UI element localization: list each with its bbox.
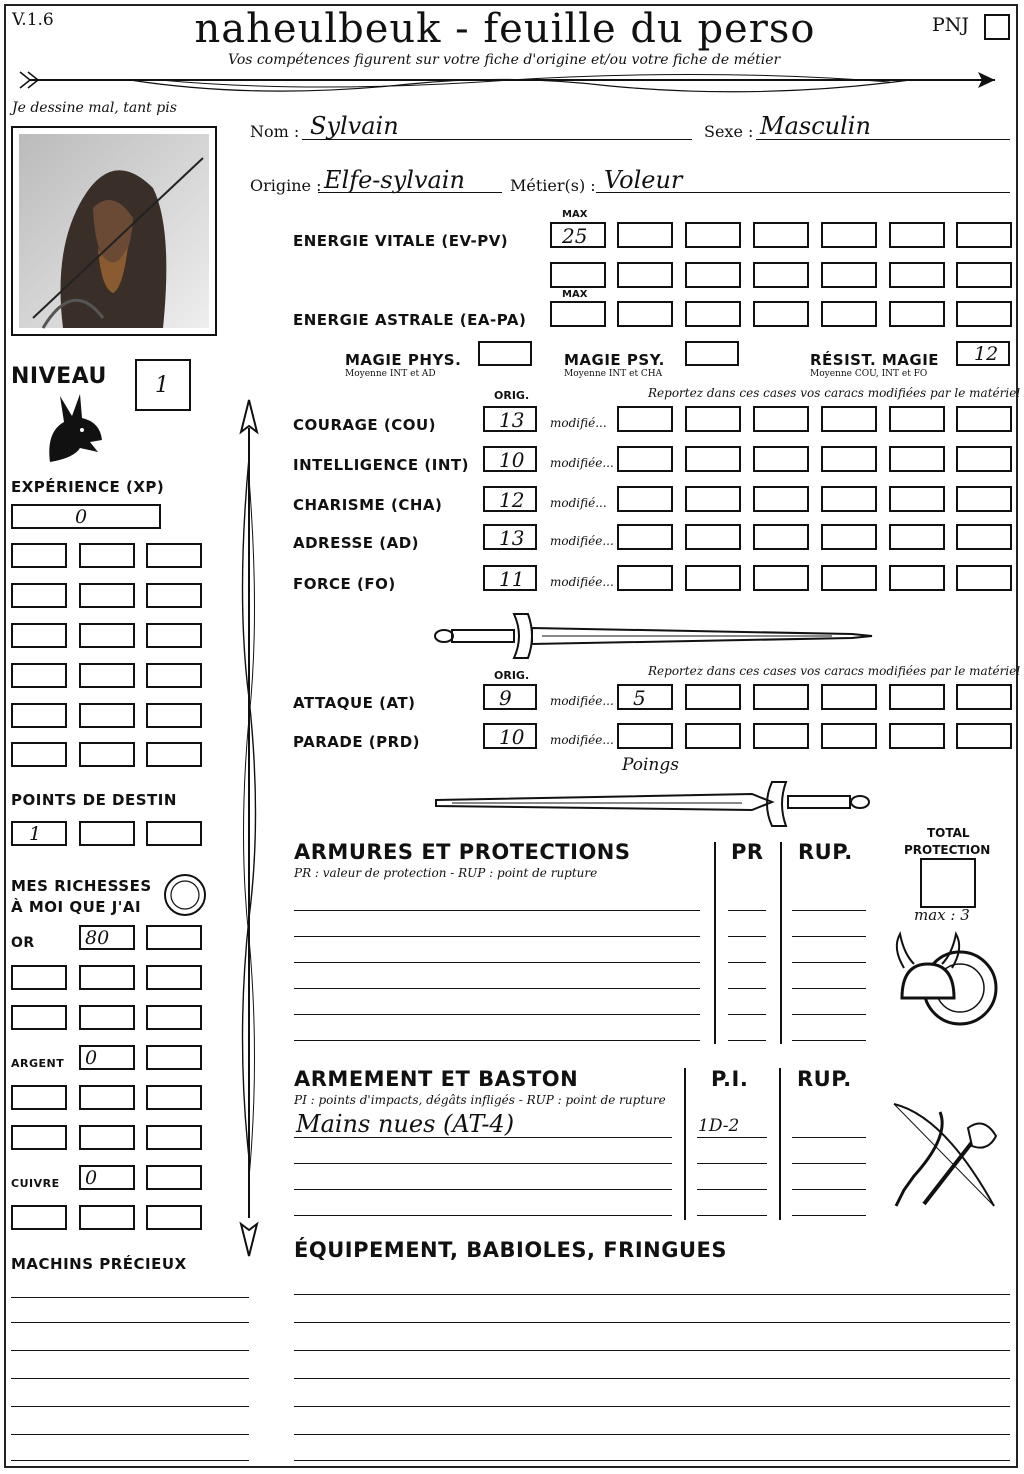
combat-orig-value: 10 — [499, 725, 525, 749]
version-label: V.1.6 — [12, 10, 54, 30]
xp-box-2[interactable] — [79, 543, 135, 568]
armement-divider-1 — [684, 1068, 686, 1220]
machins-line[interactable] — [11, 1350, 249, 1351]
destin-box-2[interactable] — [79, 821, 135, 846]
combat-orig-box[interactable] — [483, 684, 537, 710]
magie-phys-sub: Moyenne INT et AD — [345, 369, 436, 379]
money-box[interactable] — [79, 1205, 135, 1230]
report-note-stats: Reportez dans ces cases vos caracs modifiées par le matériel — [648, 386, 1021, 400]
equipement-line[interactable] — [294, 1406, 1010, 1407]
helmet-shield-icon — [888, 928, 1000, 1036]
combat-orig-box[interactable] — [483, 723, 537, 749]
machins-line[interactable] — [11, 1322, 249, 1323]
armure-line[interactable] — [294, 1040, 700, 1041]
combat-mod-box-1[interactable] — [617, 723, 673, 749]
armure-pr-line[interactable] — [728, 936, 766, 937]
stat-mod-box-1[interactable] — [617, 565, 673, 591]
armure-pr-line[interactable] — [728, 910, 766, 911]
destin-box-3[interactable] — [146, 821, 202, 846]
combat-mod-box-5[interactable] — [889, 723, 945, 749]
equipement-line[interactable] — [294, 1460, 1010, 1461]
ea-row-box-5[interactable] — [889, 301, 945, 327]
magie-psy-sub: Moyenne INT et CHA — [564, 369, 663, 379]
ea-row-box-3[interactable] — [753, 301, 809, 327]
magie-psy-box[interactable] — [685, 341, 739, 366]
stat-label: FORCE (FO) — [293, 575, 396, 593]
combat-mod-box-5[interactable] — [889, 684, 945, 710]
armure-rup-line[interactable] — [792, 936, 866, 937]
ev-max-box[interactable] — [550, 222, 606, 248]
combat-label: ATTAQUE (AT) — [293, 694, 416, 712]
ev-row1-box-5[interactable] — [889, 222, 945, 248]
armure-line[interactable] — [294, 1014, 700, 1015]
money-box[interactable] — [79, 1045, 135, 1070]
armement-pi-line[interactable] — [697, 1137, 767, 1138]
equipement-title: ÉQUIPEMENT, BABIOLES, FRINGUES — [294, 1238, 727, 1262]
xp-label: EXPÉRIENCE (XP) — [11, 478, 165, 496]
xp-box-1[interactable] — [11, 623, 67, 648]
portrait-frame — [11, 126, 217, 336]
stat-mod-box-4[interactable] — [821, 486, 877, 512]
stat-label: INTELLIGENCE (INT) — [293, 456, 469, 474]
magie-phys-label: MAGIE PHYS. — [345, 351, 462, 369]
money-box[interactable] — [146, 1085, 202, 1110]
stat-orig-box[interactable] — [483, 524, 537, 550]
armures-sub: PR : valeur de protection - RUP : point de rupture — [294, 866, 598, 880]
machins-line[interactable] — [11, 1297, 249, 1298]
xp-box-2[interactable] — [79, 703, 135, 728]
origine-underline — [318, 192, 502, 193]
combat-mod-label: modifiée... — [550, 694, 614, 708]
stat-orig-value: 10 — [499, 448, 525, 472]
ev-label: ENERGIE VITALE (EV-PV) — [293, 232, 509, 250]
stat-mod-box-3[interactable] — [753, 565, 809, 591]
combat-mod-box-4[interactable] — [821, 723, 877, 749]
ev-row1-box-4[interactable] — [821, 222, 877, 248]
portrait-caption: Je dessine mal, tant pis — [12, 100, 177, 116]
stat-mod-box-3[interactable] — [753, 446, 809, 472]
stat-mod-box-2[interactable] — [685, 486, 741, 512]
money-box[interactable] — [146, 1165, 202, 1190]
armement-line[interactable] — [294, 1163, 672, 1164]
money-box[interactable] — [146, 925, 202, 950]
destin-value: 1 — [29, 823, 42, 845]
stat-mod-label: modifié... — [550, 496, 607, 510]
xp-box-3[interactable] — [146, 742, 202, 767]
machins-line[interactable] — [11, 1378, 249, 1379]
orig-label-stats: ORIG. — [494, 389, 530, 402]
combat-label: PARADE (PRD) — [293, 733, 421, 751]
xp-box-3[interactable] — [146, 543, 202, 568]
max-note: max : 3 — [914, 906, 970, 924]
nom-label: Nom : — [250, 122, 300, 141]
total-label-2: PROTECTION — [904, 843, 991, 857]
xp-box-2[interactable] — [79, 742, 135, 767]
armures-rup-label: RUP. — [798, 840, 853, 864]
stat-mod-label: modifiée... — [550, 575, 614, 589]
ev-row2-box-2[interactable] — [685, 262, 741, 288]
sexe-field[interactable]: Masculin — [760, 112, 871, 140]
stat-mod-box-6[interactable] — [956, 446, 1012, 472]
magie-phys-box[interactable] — [478, 341, 532, 366]
magie-psy-label: MAGIE PSY. — [564, 351, 665, 369]
ev-row2-box-1[interactable] — [617, 262, 673, 288]
stat-mod-box-2[interactable] — [685, 406, 741, 432]
arrow-divider-icon — [10, 66, 1010, 100]
stat-mod-box-2[interactable] — [685, 446, 741, 472]
equipement-line[interactable] — [294, 1378, 1010, 1379]
combat-mod-label: modifiée... — [550, 733, 614, 747]
stat-mod-label: modifié... — [550, 416, 607, 430]
ev-current-box[interactable] — [550, 262, 606, 288]
xp-box[interactable] — [11, 504, 161, 529]
destin-label: POINTS DE DESTIN — [11, 791, 177, 809]
armure-pr-line[interactable] — [728, 962, 766, 963]
armement-rup-line[interactable] — [792, 1215, 866, 1216]
nom-field[interactable]: Sylvain — [310, 112, 399, 140]
armure-rup-line[interactable] — [792, 988, 866, 989]
equipement-line[interactable] — [294, 1294, 1010, 1295]
ea-max-box[interactable] — [550, 301, 606, 327]
combat-mod-box-6[interactable] — [956, 723, 1012, 749]
crossed-weapons-icon — [884, 1096, 1008, 1216]
orig-label-combat: ORIG. — [494, 669, 530, 682]
money-box[interactable] — [146, 965, 202, 990]
page-title: naheulbeuk - feuille du perso — [194, 6, 816, 52]
armure-rup-line[interactable] — [792, 1040, 866, 1041]
origine-label: Origine : — [250, 176, 322, 195]
xp-box-2[interactable] — [79, 583, 135, 608]
armures-pr-label: PR — [731, 840, 764, 864]
xp-box-1[interactable] — [11, 543, 67, 568]
stat-orig-box[interactable] — [483, 486, 537, 512]
combat-first-mod-value: 5 — [633, 686, 646, 710]
armement-pi-line[interactable] — [697, 1215, 767, 1216]
equipement-line[interactable] — [294, 1434, 1010, 1435]
stat-orig-box[interactable] — [483, 406, 537, 432]
stat-mod-box-3[interactable] — [753, 524, 809, 550]
stat-label: COURAGE (COU) — [293, 416, 437, 434]
stat-mod-box-5[interactable] — [889, 524, 945, 550]
argent-label: ARGENT — [11, 1057, 65, 1070]
niveau-value: 1 — [155, 373, 169, 398]
combat-mod-box-3[interactable] — [753, 684, 809, 710]
money-box[interactable] — [11, 1125, 67, 1150]
ev-row2-box-4[interactable] — [821, 262, 877, 288]
stat-orig-box[interactable] — [483, 565, 537, 591]
resist-magie-label: RÉSIST. MAGIE — [810, 351, 940, 369]
ev-max-value: 25 — [562, 224, 588, 248]
total-label-1: TOTAL — [927, 826, 970, 840]
equipement-line[interactable] — [294, 1322, 1010, 1323]
niveau-label: NIVEAU — [11, 364, 107, 389]
ev-row2-box-6[interactable] — [956, 262, 1012, 288]
sexe-underline — [756, 139, 1010, 140]
ea-max-label: MAX — [562, 289, 588, 300]
stat-orig-box[interactable] — [483, 446, 537, 472]
total-protection-box[interactable] — [920, 858, 976, 908]
money-box[interactable] — [146, 1205, 202, 1230]
cuivre-value: 0 — [85, 1167, 98, 1189]
armure-line[interactable] — [294, 910, 700, 911]
xp-box-3[interactable] — [146, 583, 202, 608]
combat-mod-box-4[interactable] — [821, 684, 877, 710]
combat-mod-box-2[interactable] — [685, 684, 741, 710]
xp-value: 0 — [75, 506, 88, 528]
ea-row-box-2[interactable] — [685, 301, 741, 327]
stat-mod-box-6[interactable] — [956, 565, 1012, 591]
xp-box-3[interactable] — [146, 623, 202, 648]
machins-line[interactable] — [11, 1460, 249, 1461]
resist-magie-value: 12 — [974, 343, 999, 365]
niveau-box[interactable] — [135, 359, 191, 411]
stat-mod-box-3[interactable] — [753, 486, 809, 512]
cuivre-label: CUIVRE — [11, 1177, 60, 1190]
stat-mod-box-6[interactable] — [956, 486, 1012, 512]
argent-value: 0 — [85, 1047, 98, 1069]
stat-mod-box-6[interactable] — [956, 524, 1012, 550]
money-box[interactable] — [11, 1005, 67, 1030]
ev-row2-box-5[interactable] — [889, 262, 945, 288]
armure-rup-line[interactable] — [792, 910, 866, 911]
stat-mod-box-4[interactable] — [821, 524, 877, 550]
armure-line[interactable] — [294, 988, 700, 989]
money-box[interactable] — [146, 1045, 202, 1070]
stat-mod-label: modifiée... — [550, 456, 614, 470]
xp-box-1[interactable] — [11, 703, 67, 728]
stat-mod-box-5[interactable] — [889, 565, 945, 591]
stat-label: CHARISME (CHA) — [293, 496, 443, 514]
armement-sub: PI : points d'impacts, dégâts infligés - RUP : point de rupture — [294, 1093, 666, 1107]
armure-rup-line[interactable] — [792, 1014, 866, 1015]
stat-mod-box-4[interactable] — [821, 446, 877, 472]
stat-mod-box-1[interactable] — [617, 524, 673, 550]
armures-divider-1 — [714, 842, 716, 1044]
armures-divider-2 — [780, 842, 782, 1044]
stat-orig-value: 12 — [499, 488, 525, 512]
armement-title: ARMEMENT ET BASTON — [294, 1067, 579, 1091]
metier-field[interactable]: Voleur — [604, 166, 683, 194]
ea-row-box-4[interactable] — [821, 301, 877, 327]
equipement-line[interactable] — [294, 1350, 1010, 1351]
stat-orig-value: 11 — [499, 567, 525, 591]
armement-pi-line[interactable] — [697, 1189, 767, 1190]
armure-pr-line[interactable] — [728, 988, 766, 989]
stat-orig-value: 13 — [499, 408, 525, 432]
stat-mod-box-2[interactable] — [685, 565, 741, 591]
ev-row1-box-1[interactable] — [617, 222, 673, 248]
xp-box-1[interactable] — [11, 583, 67, 608]
stat-mod-box-5[interactable] — [889, 446, 945, 472]
armement-pi-label: P.I. — [711, 1067, 749, 1091]
armement-line[interactable] — [294, 1137, 672, 1138]
stat-mod-box-5[interactable] — [889, 406, 945, 432]
poings-note: Poings — [622, 755, 679, 775]
armement-line[interactable] — [294, 1215, 672, 1216]
character-portrait-icon — [13, 128, 215, 334]
ev-row1-box-2[interactable] — [685, 222, 741, 248]
weapon-pi[interactable]: 1D-2 — [698, 1116, 740, 1136]
armement-rup-line[interactable] — [792, 1137, 866, 1138]
money-box[interactable] — [146, 1005, 202, 1030]
stat-label: ADRESSE (AD) — [293, 534, 420, 552]
nom-underline — [302, 139, 692, 140]
money-box[interactable] — [11, 1085, 67, 1110]
stat-mod-box-1[interactable] — [617, 446, 673, 472]
ev-max-label: MAX — [562, 209, 588, 220]
richesses-label-1: MES RICHESSES — [11, 877, 152, 895]
xp-box-3[interactable] — [146, 663, 202, 688]
combat-mod-box-6[interactable] — [956, 684, 1012, 710]
spear-icon — [226, 398, 272, 1260]
xp-box-1[interactable] — [11, 663, 67, 688]
pnj-checkbox[interactable] — [984, 14, 1010, 40]
dragon-head-icon — [40, 392, 106, 464]
stat-mod-box-4[interactable] — [821, 406, 877, 432]
xp-box-3[interactable] — [146, 703, 202, 728]
report-note-combat: Reportez dans ces cases vos caracs modifiées par le matériel — [648, 664, 1021, 678]
stat-mod-label: modifiée... — [550, 534, 614, 548]
machins-label: MACHINS PRÉCIEUX — [11, 1255, 187, 1273]
money-box[interactable] — [146, 1125, 202, 1150]
ea-label: ENERGIE ASTRALE (EA-PA) — [293, 311, 527, 329]
armement-line[interactable] — [294, 1189, 672, 1190]
armement-divider-2 — [779, 1068, 781, 1220]
armement-rup-line[interactable] — [792, 1189, 866, 1190]
money-box[interactable] — [79, 1005, 135, 1030]
destin-box-1[interactable] — [11, 821, 67, 846]
xp-box-2[interactable] — [79, 663, 135, 688]
money-box[interactable] — [79, 1125, 135, 1150]
money-box[interactable] — [11, 1205, 67, 1230]
ev-row1-box-6[interactable] — [956, 222, 1012, 248]
money-box[interactable] — [79, 1085, 135, 1110]
sexe-label: Sexe : — [704, 122, 754, 141]
machins-line[interactable] — [11, 1434, 249, 1435]
armure-pr-line[interactable] — [728, 1040, 766, 1041]
or-value: 80 — [85, 927, 110, 949]
combat-mod-box-3[interactable] — [753, 723, 809, 749]
pnj-label: PNJ — [932, 14, 970, 36]
resist-magie-box[interactable] — [956, 341, 1010, 366]
stat-mod-box-5[interactable] — [889, 486, 945, 512]
money-box[interactable] — [11, 965, 67, 990]
metier-underline — [596, 192, 1010, 193]
or-label: OR — [11, 935, 35, 951]
armement-pi-line[interactable] — [697, 1163, 767, 1164]
ev-row1-box-3[interactable] — [753, 222, 809, 248]
money-box[interactable] — [79, 925, 135, 950]
armement-rup-line[interactable] — [792, 1163, 866, 1164]
stat-mod-box-6[interactable] — [956, 406, 1012, 432]
stat-mod-box-3[interactable] — [753, 406, 809, 432]
stat-mod-box-1[interactable] — [617, 486, 673, 512]
money-box[interactable] — [79, 1165, 135, 1190]
sword-icon — [432, 610, 876, 660]
stat-mod-box-1[interactable] — [617, 406, 673, 432]
xp-box-2[interactable] — [79, 623, 135, 648]
machins-line[interactable] — [11, 1406, 249, 1407]
combat-orig-value: 9 — [499, 686, 512, 710]
stat-mod-box-4[interactable] — [821, 565, 877, 591]
combat-mod-box-2[interactable] — [685, 723, 741, 749]
armures-title: ARMURES ET PROTECTIONS — [294, 840, 631, 864]
armement-rup-label: RUP. — [797, 1067, 852, 1091]
coin-icon — [162, 872, 208, 918]
combat-mod-box-1[interactable] — [617, 684, 673, 710]
xp-box-1[interactable] — [11, 742, 67, 767]
richesses-label-2: À MOI QUE J'AI — [11, 898, 142, 916]
ea-row-box-1[interactable] — [617, 301, 673, 327]
stat-orig-value: 13 — [499, 526, 525, 550]
money-box[interactable] — [79, 965, 135, 990]
subtitle: Vos compétences figurent sur votre fiche d'origine et/ou votre fiche de métier — [228, 52, 781, 68]
sword-icon-2 — [432, 780, 876, 830]
resist-magie-sub: Moyenne COU, INT et FO — [810, 369, 928, 379]
metier-label: Métier(s) : — [510, 176, 596, 195]
ea-row-box-6[interactable] — [956, 301, 1012, 327]
armure-line[interactable] — [294, 936, 700, 937]
origine-field[interactable]: Elfe-sylvain — [324, 166, 465, 194]
armure-rup-line[interactable] — [792, 962, 866, 963]
stat-mod-box-2[interactable] — [685, 524, 741, 550]
armure-pr-line[interactable] — [728, 1014, 766, 1015]
armure-line[interactable] — [294, 962, 700, 963]
ev-row2-box-3[interactable] — [753, 262, 809, 288]
weapon-name[interactable]: Mains nues (AT-4) — [296, 1110, 515, 1138]
